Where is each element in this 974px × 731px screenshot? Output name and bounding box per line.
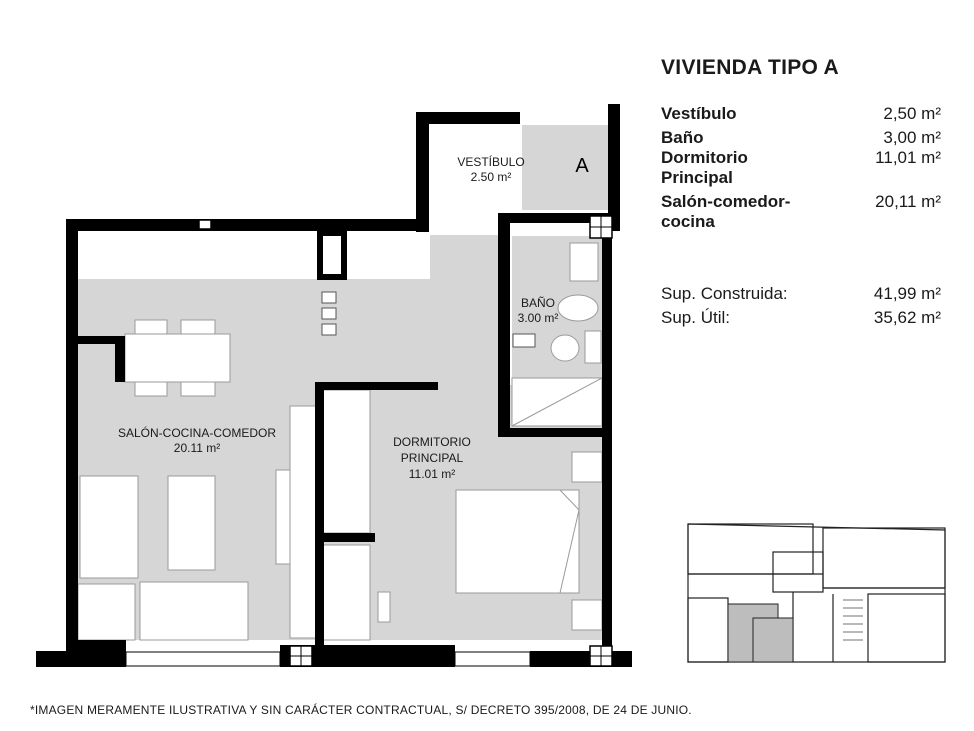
- dorm-label-2: PRINCIPAL: [400, 451, 464, 465]
- bano-sink: [570, 243, 598, 281]
- key-block: [688, 524, 813, 574]
- bed: [456, 490, 579, 593]
- wall-vest-left: [416, 112, 429, 232]
- desk: [378, 592, 390, 622]
- wardrobe: [322, 390, 370, 533]
- building-key-plan: [683, 522, 949, 664]
- key-highlight-unit: [753, 618, 793, 662]
- window: [126, 652, 280, 666]
- bidet: [551, 335, 579, 361]
- surface-value: 41,99 m²: [873, 284, 941, 303]
- vent: [322, 324, 336, 335]
- disclaimer: *IMAGEN MERAMENTE ILUSTRATIVA Y SIN CARÁCTER CONTRACTUAL, S/ DECRETO 395/2008, DE 24 DE JUNIO.: [30, 703, 692, 717]
- chair: [181, 382, 215, 396]
- room-area: 20,11 m²: [875, 192, 941, 211]
- vent: [513, 334, 535, 347]
- salon-area: 20.11 m²: [173, 441, 221, 455]
- toilet: [558, 295, 598, 321]
- wardrobe-lower: [322, 545, 370, 640]
- surface-label: Sup. Útil:: [661, 308, 730, 327]
- wall-top-left: [66, 219, 422, 231]
- dorm-label-1: DORMITORIO: [393, 435, 471, 449]
- wall-bano-left: [498, 213, 510, 435]
- wall-dorm-mid: [315, 533, 375, 542]
- room-area: 2,50 m²: [883, 104, 941, 123]
- bano-area: 3.00 m²: [517, 311, 559, 325]
- key-block: [868, 594, 945, 662]
- chair: [135, 382, 167, 396]
- surface-label: Sup. Construida:: [661, 284, 788, 303]
- wall-dorm-top: [315, 382, 438, 390]
- dining-table: [125, 334, 230, 382]
- page-title: VIVIENDA TIPO A: [661, 56, 839, 79]
- vestibulo-area: 2.50 m²: [470, 170, 512, 184]
- bano-label: BAÑO: [520, 296, 556, 310]
- surface-row: [661, 284, 941, 304]
- room-row: [661, 192, 941, 232]
- salon-label: SALÓN-COCINA-COMEDOR: [117, 426, 277, 440]
- room-area: 3,00 m²: [883, 128, 941, 147]
- room-name: Dormitorio Principal: [661, 148, 748, 187]
- room-area: 11,01 m²: [875, 148, 941, 167]
- wall-left: [66, 219, 78, 651]
- fridge: [276, 470, 290, 564]
- room-name: Baño: [661, 128, 704, 147]
- vent: [322, 308, 336, 319]
- surface-value: 35,62 m²: [873, 308, 941, 327]
- wall-vest-top: [416, 112, 520, 124]
- unit-letter: A: [575, 155, 589, 177]
- room-row: [661, 148, 941, 188]
- side-unit: [78, 584, 135, 640]
- wall-left-stub2: [115, 336, 125, 382]
- room-row: [661, 104, 941, 124]
- kitchen-counter: [290, 406, 316, 638]
- wall-dorm-left: [315, 382, 324, 650]
- wall-bottom-right: [530, 651, 632, 667]
- room-name: Vestíbulo: [661, 104, 737, 123]
- coffee-table: [168, 476, 215, 570]
- shaft-inner: [323, 236, 341, 274]
- room-row: [661, 128, 941, 148]
- room-name: Salón-comedor-cocina: [661, 192, 791, 231]
- vent: [322, 292, 336, 303]
- counter-right: [585, 331, 601, 363]
- sofa: [80, 476, 138, 578]
- surface-row: [661, 308, 941, 328]
- chair: [181, 320, 215, 334]
- hall-floor: [430, 235, 500, 385]
- window: [455, 652, 530, 666]
- nightstand: [572, 452, 602, 482]
- key-block: [823, 528, 945, 588]
- wall-right-top: [608, 104, 620, 231]
- key-outline: [688, 524, 945, 662]
- vestibulo-floor: [522, 125, 608, 210]
- wall-bano-bottom: [498, 428, 604, 437]
- dorm-area: 11.01 m²: [408, 467, 456, 481]
- vestibulo-label: VESTÍBULO: [457, 155, 525, 169]
- column: [199, 220, 211, 229]
- chair: [135, 320, 167, 334]
- wall-bottom-left-inner: [66, 640, 126, 651]
- armchair: [140, 582, 248, 640]
- info-panel: [661, 56, 941, 328]
- key-block: [773, 552, 823, 592]
- wall-bottom-left: [36, 651, 126, 667]
- key-block: [688, 598, 728, 662]
- nightstand: [572, 600, 602, 630]
